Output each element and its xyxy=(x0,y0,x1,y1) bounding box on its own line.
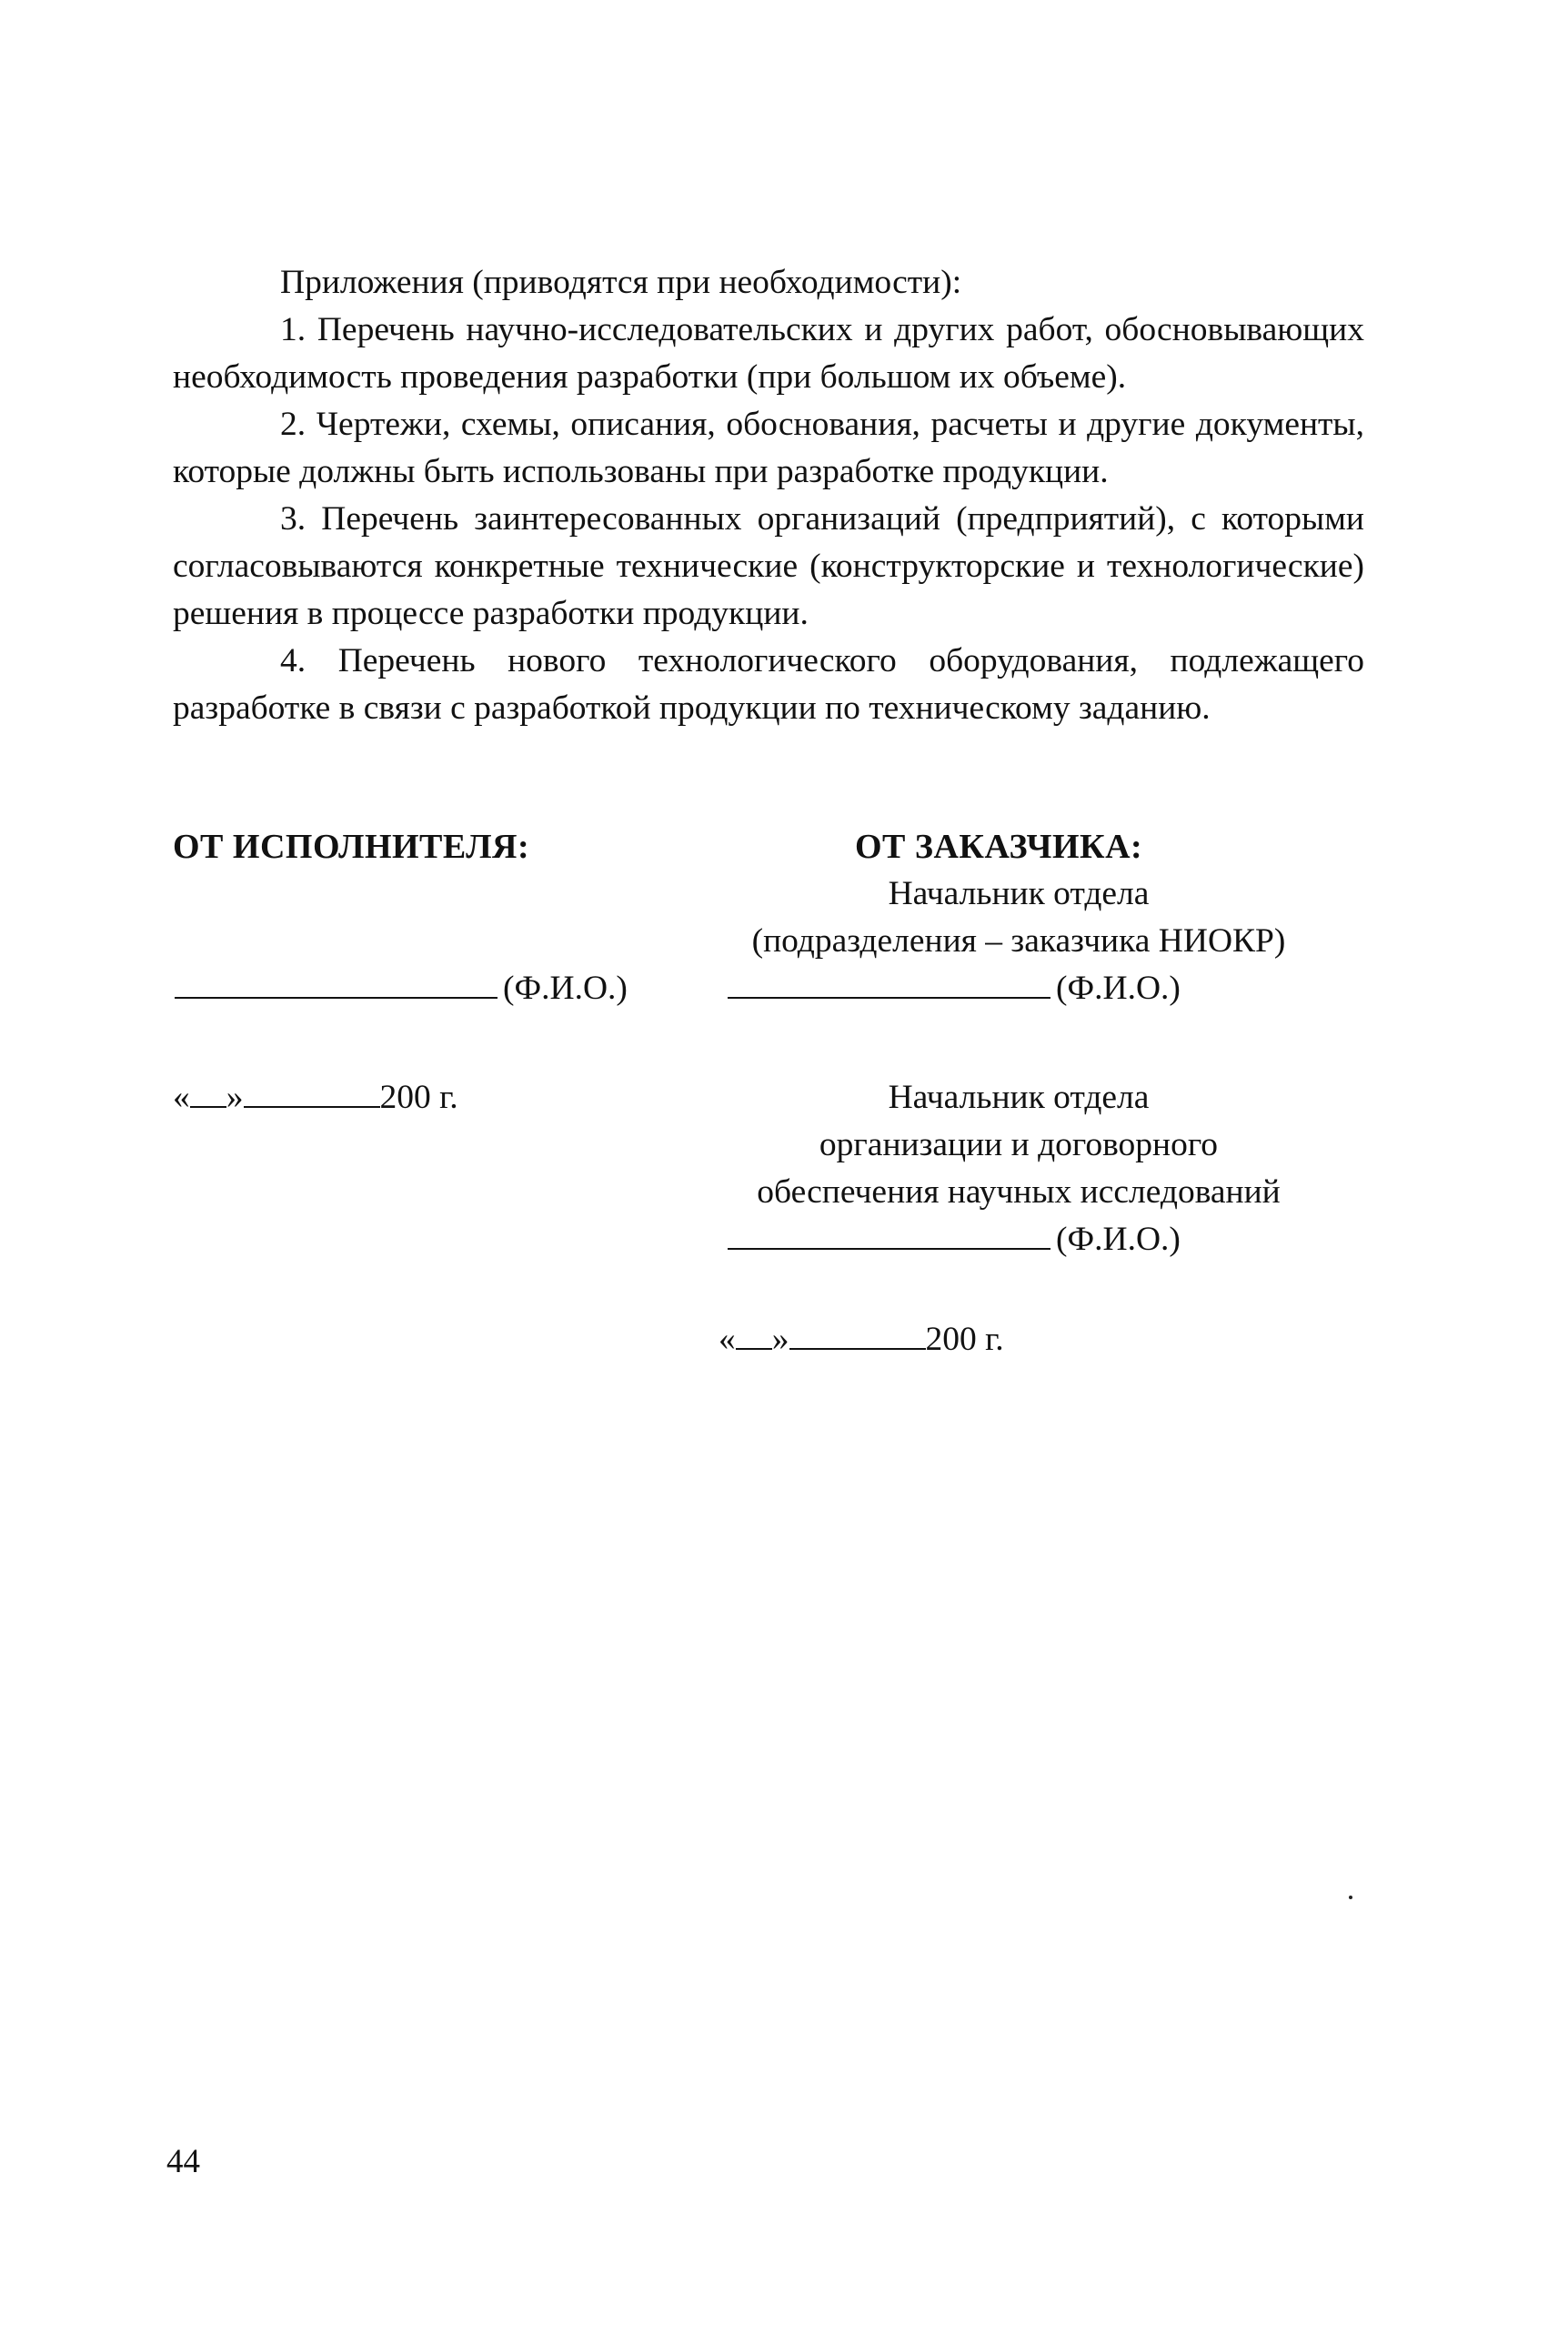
appendix-item-2: 2. Чертежи, схемы, описания, обоснования, расчеты и другие документы, которые должны быть использованы при разработке продукции. xyxy=(173,406,1364,490)
appendix-item-4: 4. Перечень нового технологического оборудования, подлежащего разработке в связи с разработкой продукции по техническому заданию. xyxy=(173,642,1364,727)
customer-fio-2-label: (Ф.И.О.) xyxy=(1056,1221,1181,1258)
signature-blank xyxy=(175,996,498,999)
date-open-quote: « xyxy=(173,1079,190,1116)
customer-position-1-line-1: Начальник отдела xyxy=(888,875,1150,912)
month-blank xyxy=(244,1106,380,1108)
customer-signature-line-1 xyxy=(728,965,1337,1012)
executor-fio-label: (Ф.И.О.) xyxy=(503,970,628,1007)
date-close-quote: » xyxy=(226,1079,244,1116)
signature-blank xyxy=(728,996,1050,999)
customer-date-line xyxy=(719,1316,1337,1363)
customer-position-2-line-2: организации и договорного xyxy=(819,1126,1219,1163)
executor-signature-line xyxy=(175,965,682,1012)
customer-signature-line-2 xyxy=(728,1216,1337,1263)
appendix-item-3: 3. Перечень заинтересованных организаций (предприятий), с которыми согласовываются конкретные технические (конструкторские и технологические) решения в процессе разработки продукции. xyxy=(173,500,1364,632)
customer-block xyxy=(700,823,1337,1363)
executor-heading: ОТ ИСПОЛНИТЕЛЯ: xyxy=(173,828,530,866)
customer-position-2-line-3: обеспечения научных исследований xyxy=(757,1173,1281,1211)
customer-position-1-line-2: (подразделения – заказчика НИОКР) xyxy=(751,922,1286,960)
appendix-item-1: 1. Перечень научно-исследовательских и других работ, обосновывающих необходимость проведения разработки (при большом их объеме). xyxy=(173,311,1364,396)
customer-fio-1-label: (Ф.И.О.) xyxy=(1056,970,1181,1007)
customer-year: 200 г. xyxy=(925,1321,1004,1358)
executor-year: 200 г. xyxy=(379,1079,458,1116)
scan-speck xyxy=(1349,1896,1352,1899)
day-blank xyxy=(190,1106,226,1108)
page-number: 44 xyxy=(166,2143,200,2180)
appendices-section xyxy=(173,259,1364,732)
month-blank xyxy=(789,1348,926,1350)
day-blank xyxy=(736,1348,772,1350)
executor-block xyxy=(173,823,682,1122)
appendices-intro: Приложения (приводятся при необходимости): xyxy=(280,264,962,301)
customer-heading: ОТ ЗАКАЗЧИКА: xyxy=(855,828,1143,866)
executor-date-line xyxy=(173,1074,682,1122)
signature-blank xyxy=(728,1247,1050,1250)
customer-position-2-line-1: Начальник отдела xyxy=(888,1079,1150,1116)
date-open-quote: « xyxy=(719,1321,736,1358)
date-close-quote: » xyxy=(771,1321,789,1358)
